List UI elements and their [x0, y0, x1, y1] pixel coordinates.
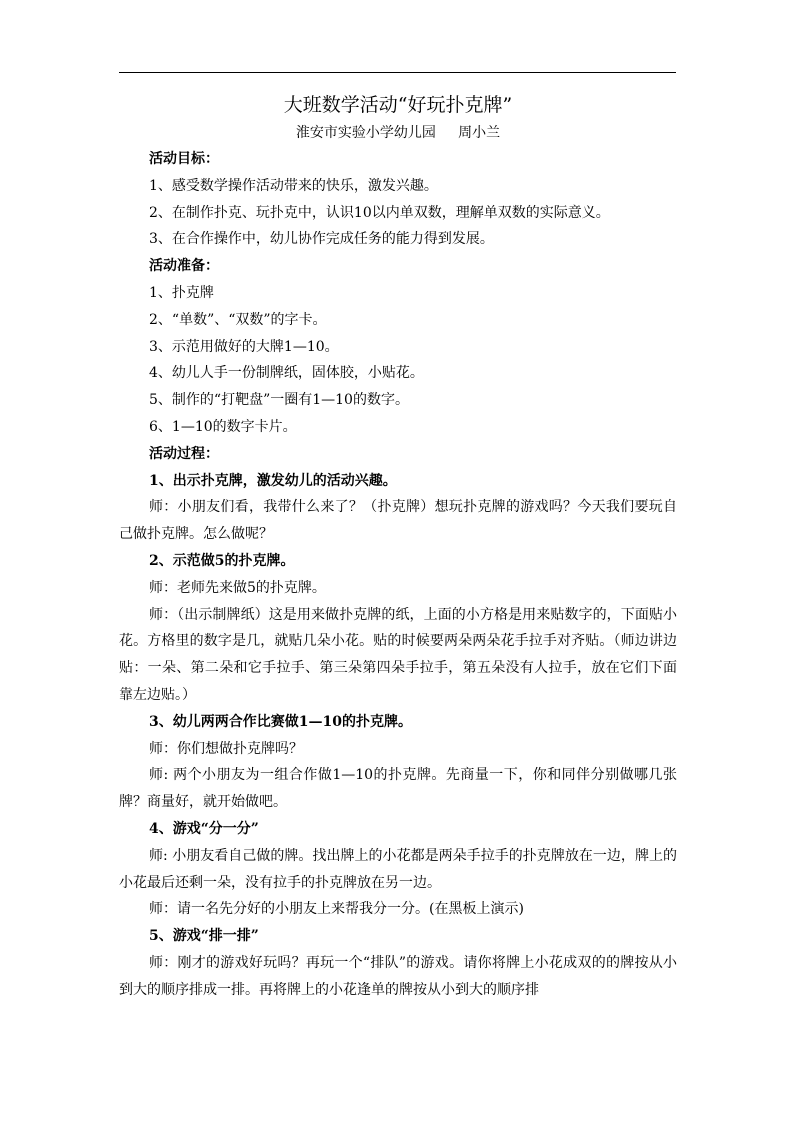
- step-heading: 1、出示扑克牌，激发幼儿的活动兴趣。: [149, 472, 397, 489]
- prep-item: 2、“单数”、“双数”的字卡。: [149, 311, 327, 328]
- document-body: [119, 90, 677, 1004]
- goal-item: 2、在制作扑克、玩扑克中，认识10以内单双数，理解单双数的实际意义。: [149, 204, 610, 221]
- step-paragraph: 师：请一名先分好的小朋友上来帮我分一分。(在黑板上演示): [149, 901, 524, 918]
- step-paragraph: 师：（出示制牌纸）这是用来做扑克牌的纸，上面的小方格是用来贴数字的，下面贴小花。方格里的数字是几，就贴几朵小花。贴的时候要两朵两朵花手拉手对齐贴。（师边讲边贴：一朵、第二朵和它手拉手、第三朵第四朵手拉手，第五朵没有人拉手，放在它们下面靠左边贴。）: [119, 606, 677, 703]
- author-byline: 淮安市实验小学幼儿园 周小兰: [295, 125, 501, 141]
- goal-item: 1、感受数学操作活动带来的快乐，激发兴趣。: [149, 177, 438, 194]
- step-paragraph: 师: 两个小朋友为一组合作做1—10的扑克牌。先商量一下，你和同伴分别做哪几张牌？商量好，就开始做吧。: [119, 767, 677, 811]
- step-heading: 5、游戏“排一排”: [149, 928, 259, 945]
- step-heading: 4、游戏“分一分”: [149, 820, 259, 837]
- document-title: 大班数学活动“好玩扑克牌”: [283, 94, 513, 116]
- step-heading: 3、幼儿两两合作比赛做1—10的扑克牌。: [149, 713, 412, 730]
- prep-item: 1、扑克牌: [149, 284, 214, 301]
- prep-item: 3、示范用做好的大牌1—10。: [149, 338, 339, 355]
- prep-item: 5、制作的“打靶盘”一圈有1—10的数字。: [149, 392, 409, 409]
- step-paragraph: 师: 小朋友看自己做的牌。找出牌上的小花都是两朵手拉手的扑克牌放在一边，牌上的小花最后还剩一朵，没有拉手的扑克牌放在另一边。: [119, 847, 677, 891]
- section-heading-process: 活动过程：: [149, 445, 219, 462]
- step-heading: 2、示范做5的扑克牌。: [149, 552, 295, 569]
- step-paragraph: 师：小朋友们看，我带什么来了？（扑克牌）想玩扑克牌的游戏吗？今天我们要玩自己做扑克牌。怎么做呢？: [119, 499, 677, 543]
- prep-item: 6、1—10的数字卡片。: [149, 418, 297, 435]
- goal-item: 3、在合作操作中，幼儿协作完成任务的能力得到发展。: [149, 231, 494, 248]
- section-heading-goals: 活动目标：: [149, 151, 219, 167]
- step-paragraph: 师：刚才的游戏好玩吗？再玩一个“排队”的游戏。请你将牌上小花成双的的牌按从小到大的顺序排成一排。再将牌上的小花逢单的牌按从小到大的顺序排: [119, 954, 677, 998]
- header-rule: [119, 72, 676, 73]
- step-paragraph: 师：老师先来做5的扑克牌。: [149, 579, 326, 596]
- step-paragraph: 师：你们想做扑克牌吗？: [149, 740, 303, 757]
- prep-item: 4、幼儿人手一份制牌纸，固体胶，小贴花。: [149, 365, 424, 382]
- section-heading-prep: 活动准备：: [149, 258, 219, 275]
